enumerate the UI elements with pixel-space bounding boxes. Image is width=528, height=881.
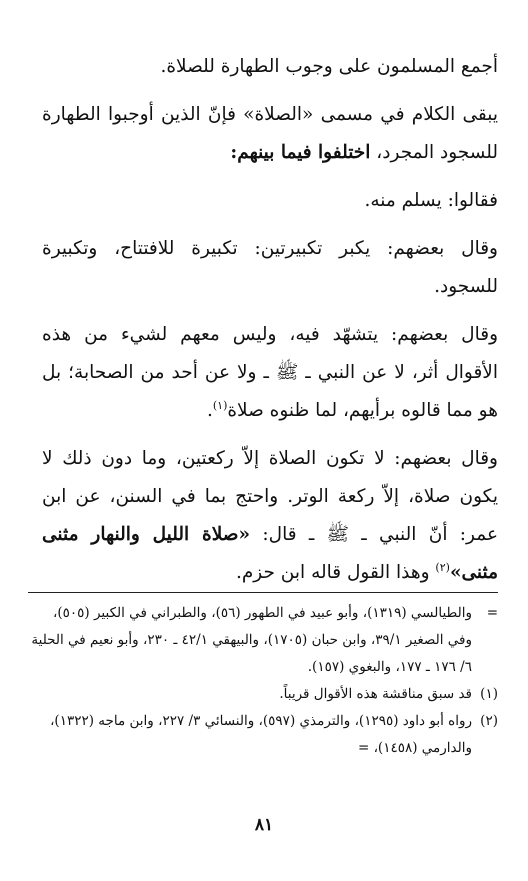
footnote-2: [28, 708, 498, 762]
paragraph-text: أجمع المسلمون على وجوب الطهارة للصلاة.: [160, 56, 498, 77]
footnote-mark: =: [486, 605, 498, 621]
paragraph-text: وقال بعضهم: يكبر تكبيرتين: تكبيرة للافتتاح، وتكبيرة للسجود.: [42, 238, 498, 297]
paragraph-text: وقال بعضهم: لا تكون الصلاة إلاّ ركعتين، وما دون ذلك لا يكون صلاة، إلاّ ركعة الوتر. واحتج بما في السنن، عن ابن عمر: أنّ النبي ـ ﷺ ـ قال:: [42, 448, 498, 545]
paragraph-text: فقالوا: يسلم منه.: [364, 190, 498, 211]
paragraph-two-rakat: [42, 440, 498, 592]
main-text: [42, 48, 498, 602]
paragraph-bold-text: اختلفوا فيما بينهم:: [230, 142, 371, 163]
paragraph-tail: .: [206, 400, 213, 421]
footnote-mark: (١): [480, 686, 498, 702]
footnote-mark: (٢): [480, 713, 498, 729]
paragraph-naming: [42, 96, 498, 172]
footnote-divider: [28, 592, 498, 593]
footnotes: [28, 600, 498, 762]
footnote-1: [28, 681, 498, 708]
footnote-ref-1[interactable]: (١): [212, 398, 228, 412]
hadith-quote: «صلاة الليل والنهار مثنى مثنى»: [42, 524, 498, 583]
paragraph-text: يبقى الكلام في مسمى «الصلاة» فإنّ الذين أوجبوا الطهارة للسجود المجرد،: [42, 104, 498, 163]
page-number: ٨١: [254, 815, 274, 835]
paragraph-tashahhud: [42, 316, 498, 430]
paragraph-text: وقال بعضهم: يتشهّد فيه، وليس معهم لشيء من هذه الأقوال أثر، لا عن النبي ـ ﷺ ـ ولا عن أحد من الصحابة؛ بل هو مما قالوه برأيهم، لما ظنوه صلاة: [42, 324, 498, 421]
footnote-continued: [28, 600, 498, 681]
footnote-ref-2[interactable]: (٢): [435, 560, 450, 574]
footnote-text: والطيالسي (١٣١٩)، وأبو عبيد في الطهور (٥٦)، والطبراني في الكبير (٥٠٥)، وفي الصغير ٣٩/١، وابن حبان (١٧٠٥)، والبيهقي ٤٢/١ ـ ٢٣٠، وأبو نعيم في الحلية ٦/ ١٧٦ ـ ١٧٧، والبغوي (١٥٧).: [31, 605, 472, 675]
footnote-text: رواه أبو داود (١٢٩٥)، والترمذي (٥٩٧)، والنسائي ٣/ ٢٢٧، وابن ماجه (١٣٢٢)، والدارمي (١٤٥٨)، =: [50, 713, 472, 756]
paragraph-takbir: [42, 230, 498, 306]
paragraph-tail: وهذا القول قاله ابن حزم.: [235, 562, 436, 583]
paragraph-salam: [42, 182, 498, 220]
paragraph-consensus: [42, 48, 498, 86]
footnote-text: قد سبق مناقشة هذه الأقوال قريباً.: [279, 686, 472, 702]
